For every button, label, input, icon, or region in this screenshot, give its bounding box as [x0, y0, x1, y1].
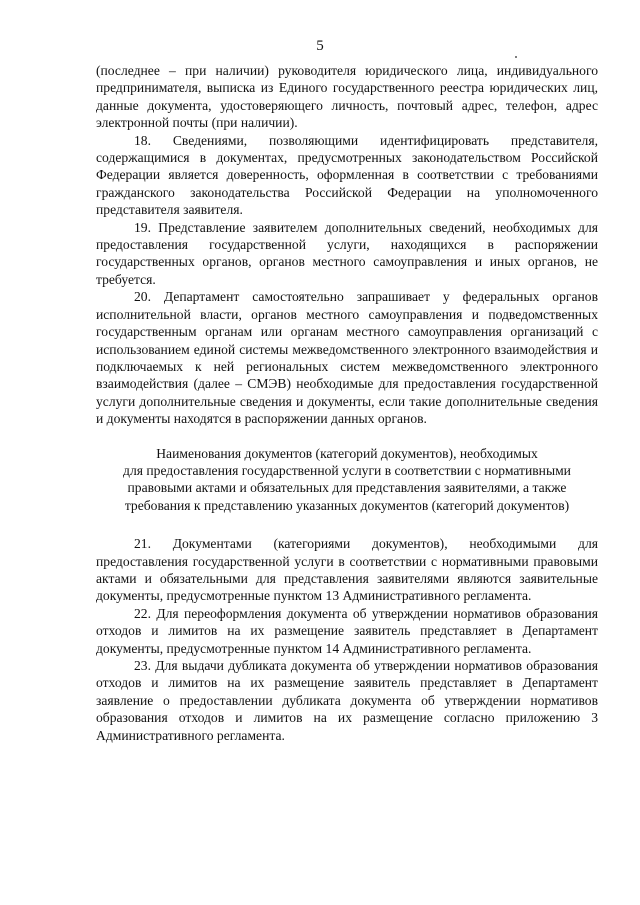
section-heading-line-3: правовыми актами и обязательных для представления заявителями, а также: [127, 480, 567, 496]
paragraph-continuation: (последнее – при наличии) руководителя юридического лица, индивидуального предпринимателя, выписка из Единого государственного реестра юридических лиц, данные документа, удостоверяющего личность, почтовый адрес, телефон, адрес электронной почты (при наличии).: [96, 63, 598, 131]
paragraph-23: 23. Для выдачи дубликата документа об утверждении нормативов образования отходов и лимитов на их размещение заявитель представляет в Департамент заявление о предоставлении дубликата документа об утверждении нормативов образования отходов и лимитов на их размещение согласно приложению 3 Административного регламента.: [96, 658, 598, 743]
scan-speck: [515, 56, 517, 58]
paragraph-22: 22. Для переоформления документа об утверждении нормативов образования отходов и лимитов на их размещение заявитель представляет в Департамент документы, предусмотренные пунктом 14 Административного регламента.: [96, 605, 598, 656]
document-body: [96, 62, 598, 744]
section-heading: [96, 445, 598, 515]
section-heading-line-2: для предоставления государственной услуги в соответствии с нормативными: [123, 462, 571, 478]
paragraph-20: 20. Департамент самостоятельно запрашивает у федеральных органов исполнительной власти, органов местного самоуправления и подведомственных государственным органам или органам местного самоуправления организаций с использованием единой системы межведомственного электронного взаимодействия и подключаемых к ней региональных систем межведомственного электронного взаимодействия (далее – СМЭВ) необходимые для предоставления государственной услуги дополнительные сведения и документы, если такие дополнительные сведения и документы находятся в распоряжении данных органов.: [96, 289, 598, 427]
page-number: 5: [316, 38, 324, 54]
paragraph-21: 21. Документами (категориями документов), необходимыми для предоставления государственной услуги в соответствии с нормативными правовыми актами и обязательными для представления заявителями являются заявительные документы, предусмотренные пунктом 13 Административного регламента.: [96, 536, 598, 604]
section-heading-line-4: требования к представлению указанных документов (категорий документов): [124, 497, 570, 513]
paragraph-19: 19. Представление заявителем дополнительных сведений, необходимых для предоставления государственной услуги, находящихся в распоряжении государственных органов, органов местного самоуправления и иных органов, не требуется.: [96, 219, 598, 287]
paragraph-18: 18. Сведениями, позволяющими идентифицировать представителя, содержащимися в документах, предусмотренных законодательством Российской Федерации является доверенность, оформленная в соответствии с требованиями гражданского законодательства Российской Федерации на уполномоченного представителя заявителя.: [96, 132, 598, 218]
section-heading-line-1: Наименования документов (категорий документов), необходимых: [156, 445, 538, 461]
